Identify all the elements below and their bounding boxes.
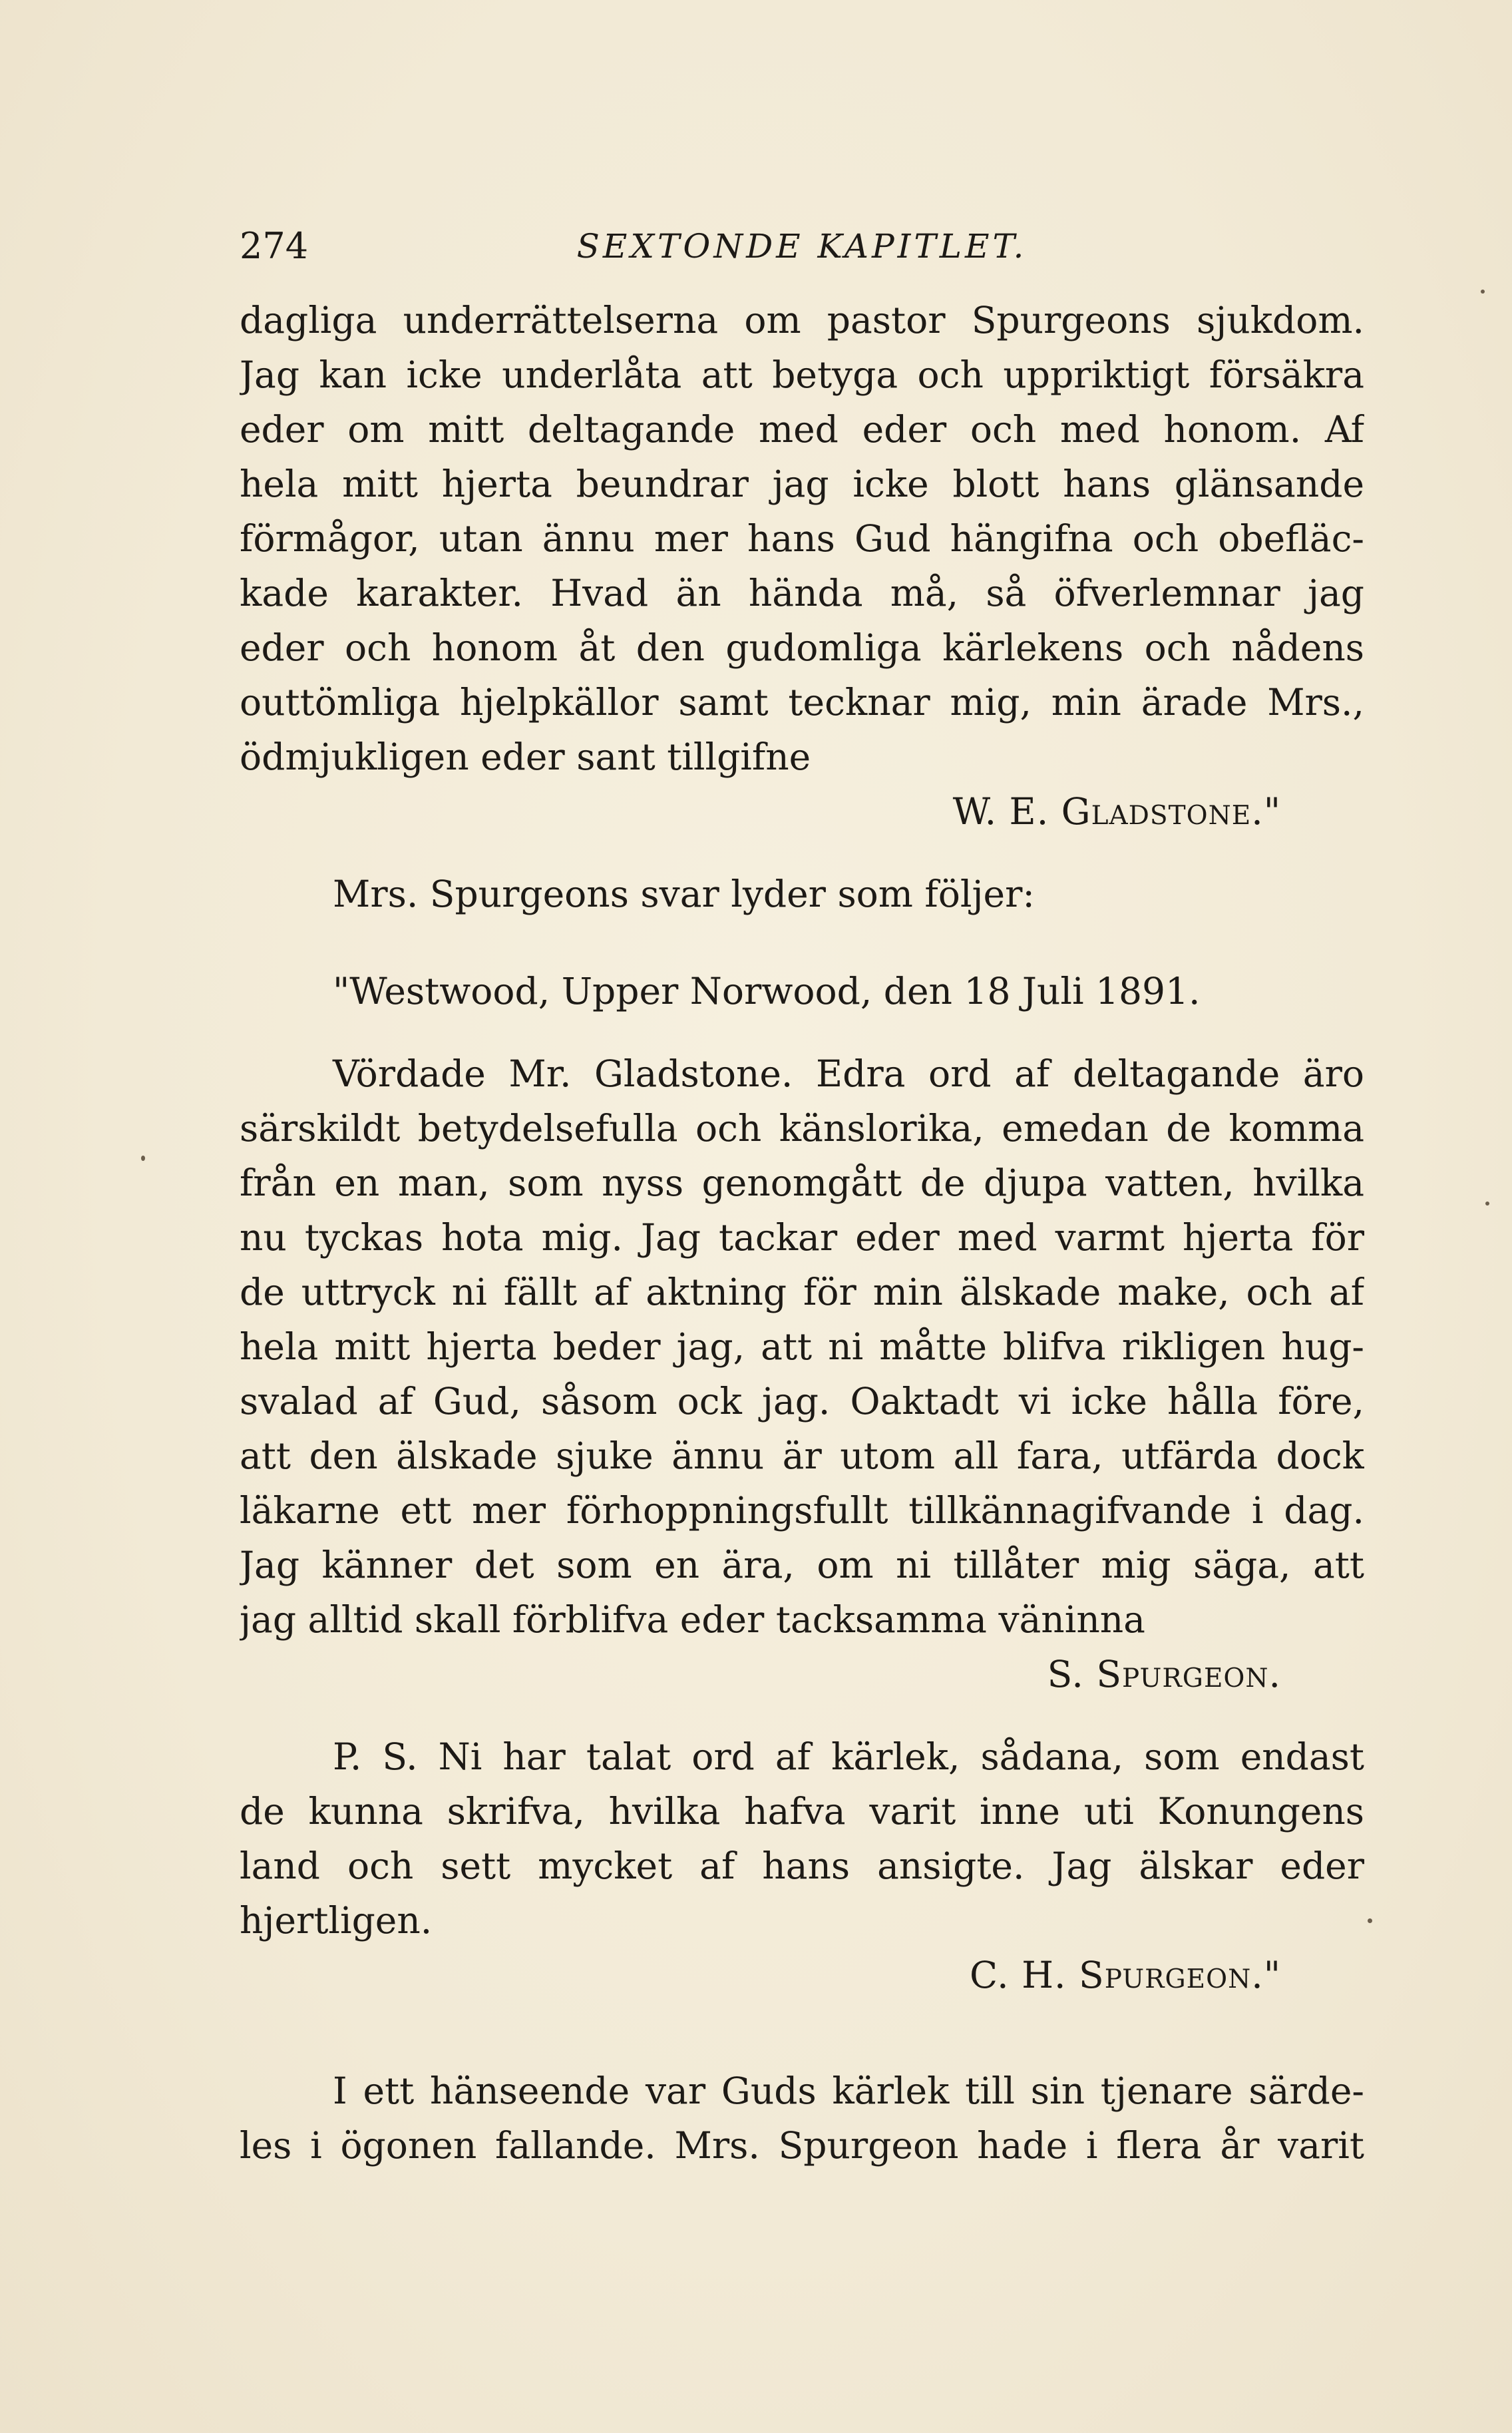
paper-speck [1368,1918,1372,1923]
running-head: SEXTONDE KAPITLET. [576,227,1028,266]
text-line: eder och honom åt den gudomliga kärlekens och nådens [240,626,1364,669]
text-line: förmågor, utan ännu mer hans Gud hängifna och obefläc- [240,517,1364,560]
letter-dateline: "Westwood, Upper Norwood, den 18 Juli 1891. [333,970,1201,1012]
text-line: dagliga underrättelserna om pastor Spurgeons sjukdom. [240,299,1364,341]
text-line: kade karakter. Hvad än hända må, så öfverlemnar jag [240,572,1364,614]
text-line: Jag kan icke underlåta att betyga och uppriktigt försäkra [240,353,1364,396]
page-number: 274 [240,225,309,267]
text-line: jag alltid skall förblifva eder tacksamma väninna [240,1598,1145,1641]
text-line: från en man, som nyss genomgått de djupa vatten, hvilka [240,1162,1364,1204]
paper-speck [141,1156,145,1161]
text-line: hela mitt hjerta beder jag, att ni måtte blifva rikligen hug- [240,1325,1364,1368]
paper-speck [1481,290,1485,294]
text-line: hjertligen. [240,1899,433,1942]
text-line: I ett hänseende var Guds kärlek till sin tjenare särde- [333,2070,1364,2112]
text-line: läkarne ett mer förhoppningsfullt tillkännagifvande i dag. [240,1489,1364,1532]
text-line: Vördade Mr. Gladstone. Edra ord af deltagande äro [333,1052,1364,1095]
text-line: de kunna skrifva, hvilka hafva varit inne uti Konungens [240,1790,1364,1833]
text-line: svalad af Gud, såsom ock jag. Oaktadt vi icke hålla före, [240,1380,1364,1423]
signature-s-spurgeon: S. Spurgeon. [1047,1653,1281,1695]
text-line: särskildt betydelsefulla och känslorika, emedan de komma [240,1107,1364,1150]
page-header [240,220,1364,273]
intro-line: Mrs. Spurgeons svar lyder som följer: [333,873,1035,915]
text-line: att den älskade sjuke ännu är utom all fara, utfärda dock [240,1435,1364,1477]
text-line: outtömliga hjelpkällor samt tecknar mig, min ärade Mrs., [240,681,1364,724]
text-line: ödmjukligen eder sant tillgifne [240,736,811,778]
text-line: hela mitt hjerta beundrar jag icke blott hans glänsande [240,463,1364,505]
text-line: P. S. Ni har talat ord af kärlek, sådana, som endast [333,1735,1364,1778]
text-line: land och sett mycket af hans ansigte. Jag älskar eder [240,1845,1364,1887]
body-text [240,293,1364,2173]
signature-ch-spurgeon: C. H. Spurgeon." [970,1954,1281,1996]
paper-speck [1485,1202,1489,1206]
text-line: eder om mitt deltagande med eder och med honom. Af [240,408,1364,451]
signature-gladstone: W. E. Gladstone." [952,790,1281,833]
text-line: de uttryck ni fällt af aktning för min älskade make, och af [240,1271,1364,1313]
text-line: Jag känner det som en ära, om ni tillåter mig säga, att [240,1544,1364,1586]
text-line: nu tyckas hota mig. Jag tackar eder med varmt hjerta för [240,1216,1364,1259]
text-line: les i ögonen fallande. Mrs. Spurgeon hade i flera år varit [240,2124,1364,2167]
